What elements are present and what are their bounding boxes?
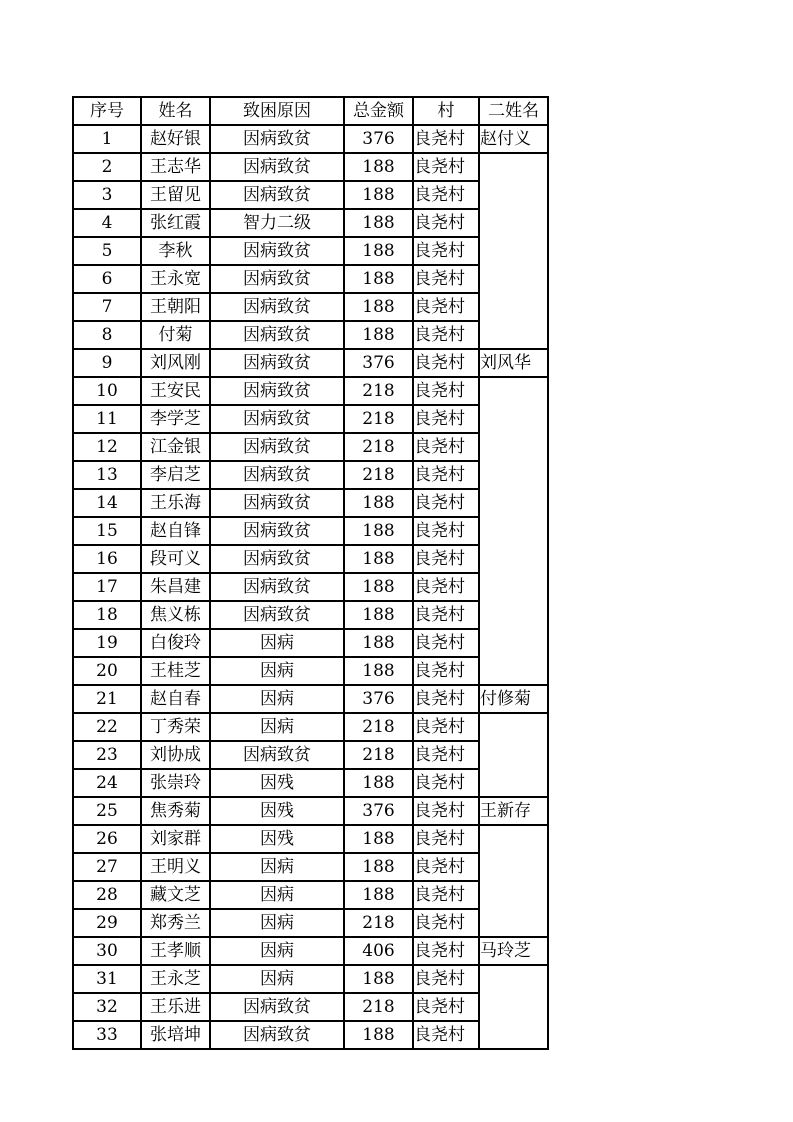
cell-name2: [479, 1021, 548, 1049]
cell-no: 21: [73, 685, 141, 713]
cell-amount: 376: [344, 125, 413, 153]
cell-reason: 因病: [210, 629, 344, 657]
cell-name: 王永芝: [141, 965, 210, 993]
cell-name2: 马玲芝: [479, 937, 548, 965]
cell-name2: [479, 433, 548, 461]
cell-reason: 因病: [210, 881, 344, 909]
cell-amount: 218: [344, 377, 413, 405]
table-row: [73, 377, 548, 405]
table-row: [73, 937, 548, 965]
cell-no: 3: [73, 181, 141, 209]
cell-amount: 188: [344, 293, 413, 321]
cell-amount: 188: [344, 209, 413, 237]
cell-reason: 因病致贫: [210, 377, 344, 405]
cell-name2: [479, 517, 548, 545]
cell-name2: [479, 265, 548, 293]
header-no: 序号: [73, 97, 141, 125]
cell-name: 郑秀兰: [141, 909, 210, 937]
table-row: [73, 825, 548, 853]
cell-name: 焦秀菊: [141, 797, 210, 825]
cell-no: 27: [73, 853, 141, 881]
cell-reason: 因病: [210, 657, 344, 685]
cell-name: 白俊玲: [141, 629, 210, 657]
cell-village: 良尧村: [413, 601, 479, 629]
cell-reason: 因病致贫: [210, 517, 344, 545]
table-row: [73, 685, 548, 713]
cell-village: 良尧村: [413, 685, 479, 713]
cell-name2: [479, 461, 548, 489]
cell-name2: [479, 825, 548, 853]
cell-amount: 188: [344, 517, 413, 545]
cell-reason: 因病致贫: [210, 349, 344, 377]
table-row: [73, 657, 548, 685]
cell-name: 刘协成: [141, 741, 210, 769]
cell-village: 良尧村: [413, 769, 479, 797]
cell-amount: 188: [344, 573, 413, 601]
cell-reason: 因病致贫: [210, 741, 344, 769]
cell-name: 王留见: [141, 181, 210, 209]
cell-name: 赵自春: [141, 685, 210, 713]
cell-amount: 188: [344, 237, 413, 265]
cell-name2: [479, 153, 548, 181]
cell-name: 李学芝: [141, 405, 210, 433]
cell-amount: 188: [344, 265, 413, 293]
cell-reason: 因病: [210, 965, 344, 993]
cell-village: 良尧村: [413, 181, 479, 209]
cell-name2: [479, 965, 548, 993]
cell-no: 24: [73, 769, 141, 797]
cell-amount: 218: [344, 433, 413, 461]
cell-no: 28: [73, 881, 141, 909]
cell-village: 良尧村: [413, 349, 479, 377]
table-row: [73, 405, 548, 433]
cell-name2: [479, 853, 548, 881]
cell-village: 良尧村: [413, 741, 479, 769]
table-row: [73, 489, 548, 517]
cell-no: 19: [73, 629, 141, 657]
cell-reason: 因残: [210, 769, 344, 797]
cell-name: 段可义: [141, 545, 210, 573]
cell-amount: 376: [344, 685, 413, 713]
cell-amount: 218: [344, 461, 413, 489]
cell-no: 16: [73, 545, 141, 573]
cell-name2: [479, 713, 548, 741]
header-reason: 致困原因: [210, 97, 344, 125]
cell-village: 良尧村: [413, 405, 479, 433]
cell-village: 良尧村: [413, 1021, 479, 1049]
cell-name: 刘家群: [141, 825, 210, 853]
cell-village: 良尧村: [413, 125, 479, 153]
poverty-assistance-sheet: [72, 96, 549, 1050]
table-row: [73, 797, 548, 825]
cell-no: 1: [73, 125, 141, 153]
cell-no: 15: [73, 517, 141, 545]
cell-village: 良尧村: [413, 517, 479, 545]
cell-village: 良尧村: [413, 713, 479, 741]
cell-name: 李启芝: [141, 461, 210, 489]
cell-name: 王安民: [141, 377, 210, 405]
cell-reason: 因病致贫: [210, 237, 344, 265]
table-row: [73, 909, 548, 937]
beneficiary-table: [72, 96, 549, 1050]
cell-name: 刘风刚: [141, 349, 210, 377]
table-row: [73, 153, 548, 181]
cell-no: 25: [73, 797, 141, 825]
cell-village: 良尧村: [413, 237, 479, 265]
cell-reason: 因病致贫: [210, 293, 344, 321]
cell-name: 朱昌建: [141, 573, 210, 601]
cell-reason: 因病致贫: [210, 321, 344, 349]
cell-village: 良尧村: [413, 573, 479, 601]
cell-name2: [479, 573, 548, 601]
cell-name: 丁秀荣: [141, 713, 210, 741]
cell-name2: [479, 629, 548, 657]
cell-reason: 因病致贫: [210, 461, 344, 489]
table-row: [73, 713, 548, 741]
cell-name: 张红霞: [141, 209, 210, 237]
cell-no: 8: [73, 321, 141, 349]
cell-name: 王乐海: [141, 489, 210, 517]
cell-reason: 因病: [210, 909, 344, 937]
cell-name2: [479, 993, 548, 1021]
cell-no: 12: [73, 433, 141, 461]
cell-no: 20: [73, 657, 141, 685]
table-row: [73, 125, 548, 153]
cell-name: 付菊: [141, 321, 210, 349]
cell-reason: 因病致贫: [210, 1021, 344, 1049]
cell-reason: 智力二级: [210, 209, 344, 237]
table-row: [73, 965, 548, 993]
cell-name: 赵自锋: [141, 517, 210, 545]
cell-reason: 因病: [210, 937, 344, 965]
cell-reason: 因病致贫: [210, 405, 344, 433]
cell-village: 良尧村: [413, 853, 479, 881]
cell-reason: 因病: [210, 713, 344, 741]
cell-village: 良尧村: [413, 321, 479, 349]
cell-no: 13: [73, 461, 141, 489]
cell-no: 18: [73, 601, 141, 629]
header-village: 村: [413, 97, 479, 125]
cell-village: 良尧村: [413, 461, 479, 489]
cell-name2: [479, 181, 548, 209]
cell-name: 王乐进: [141, 993, 210, 1021]
cell-name2: [479, 489, 548, 517]
cell-amount: 218: [344, 405, 413, 433]
cell-name2: [479, 545, 548, 573]
cell-village: 良尧村: [413, 797, 479, 825]
table-row: [73, 601, 548, 629]
table-row: [73, 1021, 548, 1049]
header-name: 姓名: [141, 97, 210, 125]
cell-amount: 188: [344, 657, 413, 685]
table-row: [73, 461, 548, 489]
table-row: [73, 321, 548, 349]
table-row: [73, 629, 548, 657]
cell-village: 良尧村: [413, 881, 479, 909]
cell-reason: 因病: [210, 853, 344, 881]
cell-amount: 218: [344, 909, 413, 937]
table-row: [73, 181, 548, 209]
table-row: [73, 349, 548, 377]
cell-reason: 因病致贫: [210, 265, 344, 293]
cell-name: 王永宽: [141, 265, 210, 293]
cell-reason: 因病致贫: [210, 433, 344, 461]
cell-village: 良尧村: [413, 825, 479, 853]
cell-amount: 188: [344, 853, 413, 881]
table-row: [73, 573, 548, 601]
cell-amount: 188: [344, 153, 413, 181]
cell-name2: 付修菊: [479, 685, 548, 713]
table-row: [73, 881, 548, 909]
table-row: [73, 545, 548, 573]
cell-amount: 218: [344, 993, 413, 1021]
cell-name: 李秋: [141, 237, 210, 265]
cell-reason: 因残: [210, 797, 344, 825]
table-row: [73, 209, 548, 237]
cell-name2: [479, 657, 548, 685]
cell-village: 良尧村: [413, 629, 479, 657]
cell-name2: [479, 405, 548, 433]
table-row: [73, 741, 548, 769]
cell-name: 王桂芝: [141, 657, 210, 685]
header-row: [73, 97, 548, 125]
cell-no: 32: [73, 993, 141, 1021]
cell-village: 良尧村: [413, 545, 479, 573]
cell-no: 2: [73, 153, 141, 181]
cell-amount: 406: [344, 937, 413, 965]
cell-name: 江金银: [141, 433, 210, 461]
cell-name2: [479, 741, 548, 769]
table-row: [73, 265, 548, 293]
cell-village: 良尧村: [413, 937, 479, 965]
cell-no: 23: [73, 741, 141, 769]
cell-village: 良尧村: [413, 489, 479, 517]
cell-name2: [479, 881, 548, 909]
header-amount: 总金额: [344, 97, 413, 125]
cell-no: 4: [73, 209, 141, 237]
cell-name2: [479, 909, 548, 937]
cell-reason: 因病致贫: [210, 489, 344, 517]
cell-village: 良尧村: [413, 433, 479, 461]
cell-no: 26: [73, 825, 141, 853]
cell-amount: 376: [344, 349, 413, 377]
cell-amount: 188: [344, 1021, 413, 1049]
cell-amount: 376: [344, 797, 413, 825]
cell-name2: [479, 769, 548, 797]
cell-village: 良尧村: [413, 909, 479, 937]
cell-village: 良尧村: [413, 965, 479, 993]
cell-amount: 188: [344, 769, 413, 797]
cell-amount: 188: [344, 881, 413, 909]
cell-name2: 刘风华: [479, 349, 548, 377]
table-row: [73, 237, 548, 265]
cell-name: 王志华: [141, 153, 210, 181]
cell-reason: 因病致贫: [210, 993, 344, 1021]
cell-no: 22: [73, 713, 141, 741]
cell-no: 29: [73, 909, 141, 937]
cell-village: 良尧村: [413, 377, 479, 405]
cell-name: 焦义栋: [141, 601, 210, 629]
cell-name: 藏文芝: [141, 881, 210, 909]
cell-amount: 188: [344, 629, 413, 657]
table-row: [73, 517, 548, 545]
cell-village: 良尧村: [413, 265, 479, 293]
cell-amount: 188: [344, 825, 413, 853]
cell-name2: [479, 293, 548, 321]
cell-reason: 因病: [210, 685, 344, 713]
cell-no: 5: [73, 237, 141, 265]
cell-village: 良尧村: [413, 153, 479, 181]
cell-name2: 赵付义: [479, 125, 548, 153]
cell-no: 14: [73, 489, 141, 517]
cell-no: 30: [73, 937, 141, 965]
cell-name2: [479, 237, 548, 265]
table-row: [73, 993, 548, 1021]
cell-village: 良尧村: [413, 209, 479, 237]
cell-amount: 188: [344, 965, 413, 993]
cell-no: 9: [73, 349, 141, 377]
table-row: [73, 769, 548, 797]
cell-reason: 因病致贫: [210, 601, 344, 629]
cell-name: 赵好银: [141, 125, 210, 153]
cell-amount: 188: [344, 601, 413, 629]
cell-no: 11: [73, 405, 141, 433]
cell-amount: 188: [344, 489, 413, 517]
cell-amount: 218: [344, 741, 413, 769]
cell-no: 7: [73, 293, 141, 321]
cell-name2: [479, 601, 548, 629]
cell-amount: 218: [344, 713, 413, 741]
cell-reason: 因病致贫: [210, 573, 344, 601]
cell-reason: 因病致贫: [210, 125, 344, 153]
table-row: [73, 293, 548, 321]
table-body: [73, 125, 548, 1049]
cell-name2: [479, 321, 548, 349]
cell-no: 33: [73, 1021, 141, 1049]
cell-no: 6: [73, 265, 141, 293]
cell-amount: 188: [344, 181, 413, 209]
cell-name: 王朝阳: [141, 293, 210, 321]
cell-village: 良尧村: [413, 657, 479, 685]
cell-reason: 因病致贫: [210, 545, 344, 573]
cell-no: 17: [73, 573, 141, 601]
cell-village: 良尧村: [413, 293, 479, 321]
cell-no: 31: [73, 965, 141, 993]
cell-reason: 因病致贫: [210, 181, 344, 209]
cell-name: 张培坤: [141, 1021, 210, 1049]
cell-name2: [479, 377, 548, 405]
cell-name: 王孝顺: [141, 937, 210, 965]
cell-village: 良尧村: [413, 993, 479, 1021]
cell-amount: 188: [344, 545, 413, 573]
cell-name: 张崇玲: [141, 769, 210, 797]
cell-name: 王明义: [141, 853, 210, 881]
cell-reason: 因残: [210, 825, 344, 853]
cell-name2: 王新存: [479, 797, 548, 825]
header-name2: 二姓名: [479, 97, 548, 125]
table-row: [73, 433, 548, 461]
cell-name2: [479, 209, 548, 237]
cell-amount: 188: [344, 321, 413, 349]
cell-reason: 因病致贫: [210, 153, 344, 181]
cell-no: 10: [73, 377, 141, 405]
table-row: [73, 853, 548, 881]
